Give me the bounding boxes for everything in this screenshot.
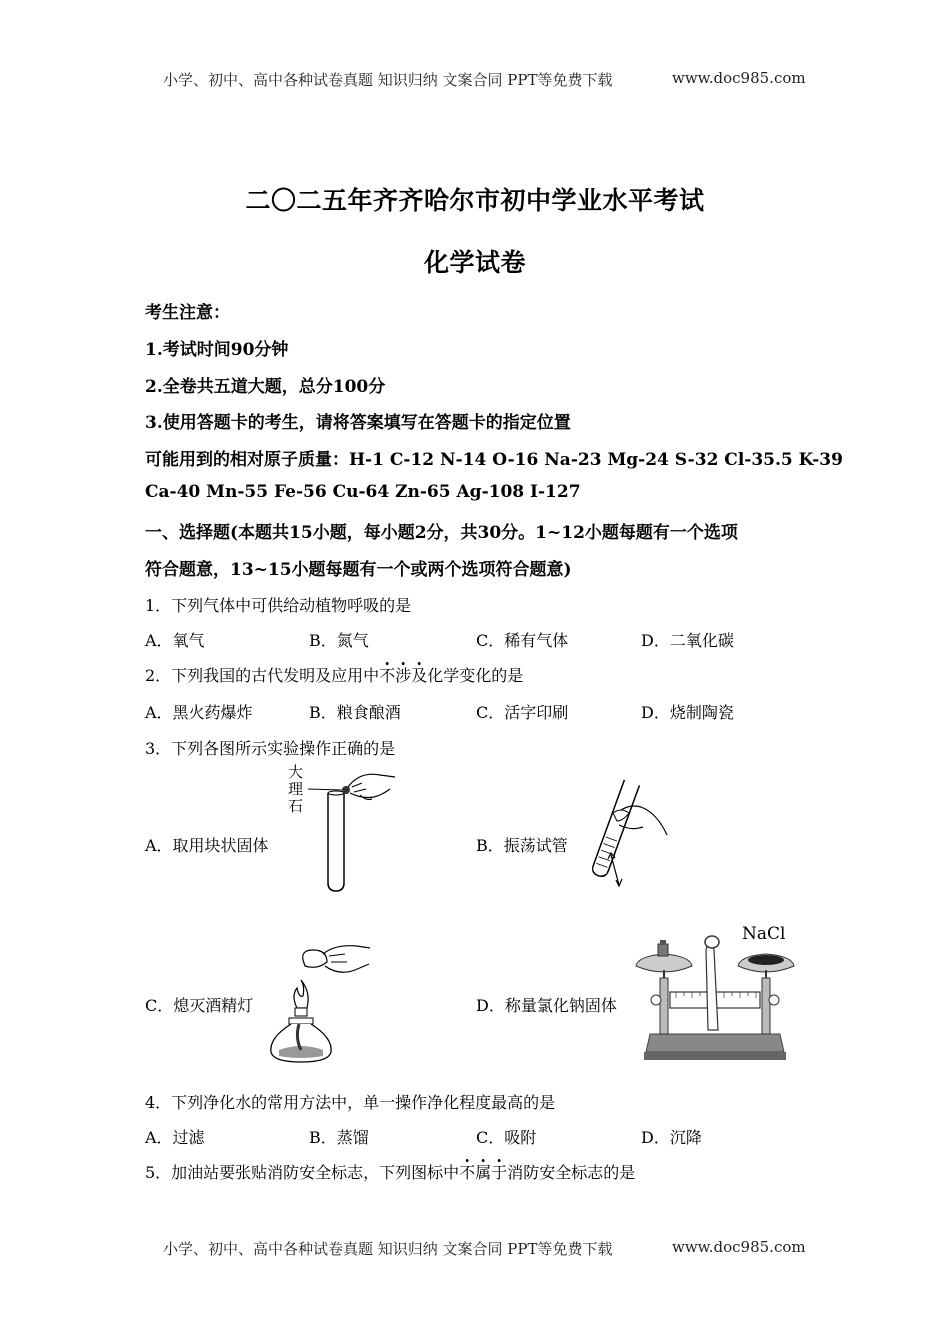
stem-text: 消防安全标志的是	[507, 1163, 636, 1182]
emphasis-char: 及	[411, 666, 428, 685]
section-heading: 一、选择题(本题共15小题，每小题2分，共30分。1~12小题每题有一个选项	[145, 523, 738, 543]
notice-item: 1.考试时间90分钟	[145, 340, 289, 360]
figure-d-balance	[630, 930, 800, 1065]
stem-text: 2．下列我国的古代发明及应用中	[145, 666, 380, 685]
question-1-option-a[interactable]: A．氧气	[145, 631, 205, 650]
marble-label-char: 理	[288, 780, 304, 798]
figure-b-shaking-tube	[575, 775, 675, 895]
question-4-option-c[interactable]: C．吸附	[476, 1128, 537, 1147]
question-2-option-b[interactable]: B．粮食酿酒	[309, 703, 401, 722]
footer-text: 小学、初中、高中各种试卷真题 知识归纳 文案合同 PPT等免费下载	[163, 1240, 613, 1258]
stem-text: 化学变化的是	[427, 666, 524, 685]
question-5-stem	[145, 1160, 635, 1183]
question-3-option-d[interactable]: D．称量氯化钠固体	[476, 996, 617, 1015]
question-4-stem: 4．下列净化水的常用方法中，单一操作净化程度最高的是	[145, 1093, 556, 1112]
header-text: 小学、初中、高中各种试卷真题 知识归纳 文案合同 PPT等免费下载	[163, 71, 613, 89]
emphasis-char: 属	[475, 1163, 492, 1182]
emphasis-char: 涉	[395, 666, 412, 685]
question-2-stem	[145, 663, 523, 686]
emphasis-char: 于	[491, 1163, 508, 1182]
question-2-option-d[interactable]: D．烧制陶瓷	[641, 703, 734, 722]
question-1-stem: 1．下列气体中可供给动植物呼吸的是	[145, 596, 412, 615]
question-1-option-b[interactable]: B．氮气	[309, 631, 369, 650]
header-url[interactable]: www.doc985.com	[672, 69, 806, 87]
question-1-option-d[interactable]: D．二氧化碳	[641, 631, 734, 650]
notice-heading: 考生注意：	[145, 303, 230, 323]
question-2-option-c[interactable]: C．活字印刷	[476, 703, 569, 722]
notice-item: 2.全卷共五道大题，总分100分	[145, 377, 386, 397]
stem-text: 5．加油站要张贴消防安全标志，下列图标中	[145, 1163, 460, 1182]
exam-title: 二〇二五年齐齐哈尔市初中学业水平考试	[245, 186, 705, 215]
question-4-option-d[interactable]: D．沉降	[641, 1128, 702, 1147]
emphasis-char: 不	[459, 1163, 476, 1182]
atomic-mass-line: Ca-40 Mn-55 Fe-56 Cu-64 Zn-65 Ag-108 I-127	[145, 482, 581, 502]
footer-url[interactable]: www.doc985.com	[672, 1238, 806, 1256]
question-2-option-a[interactable]: A．黑火药爆炸	[145, 703, 253, 722]
question-3-option-b[interactable]: B．振荡试管	[476, 836, 568, 855]
nacl-label: NaCl	[742, 924, 786, 944]
question-3-option-a[interactable]: A．取用块状固体	[145, 836, 269, 855]
atomic-mass-line: 可能用到的相对原子质量：H-1 C-12 N-14 O-16 Na-23 Mg-24 S-32 Cl-35.5 K-39	[145, 450, 843, 470]
section-heading-cont: 符合题意，13~15小题每题有一个或两个选项符合题意)	[145, 560, 572, 580]
marble-label-char: 石	[288, 797, 304, 815]
figure-c-alcohol-lamp	[265, 938, 375, 1068]
question-1-option-c[interactable]: C．稀有气体	[476, 631, 569, 650]
notice-item: 3.使用答题卡的考生，请将答案填写在答题卡的指定位置	[145, 413, 571, 433]
question-3-option-c[interactable]: C．熄灭酒精灯	[145, 996, 254, 1015]
marble-label-char: 大	[288, 763, 304, 781]
figure-a-test-tube	[300, 765, 400, 895]
question-4-option-a[interactable]: A．过滤	[145, 1128, 205, 1147]
question-3-stem: 3．下列各图所示实验操作正确的是	[145, 739, 396, 758]
exam-subtitle: 化学试卷	[423, 248, 526, 277]
question-4-option-b[interactable]: B．蒸馏	[309, 1128, 369, 1147]
emphasis-char: 不	[379, 666, 396, 685]
